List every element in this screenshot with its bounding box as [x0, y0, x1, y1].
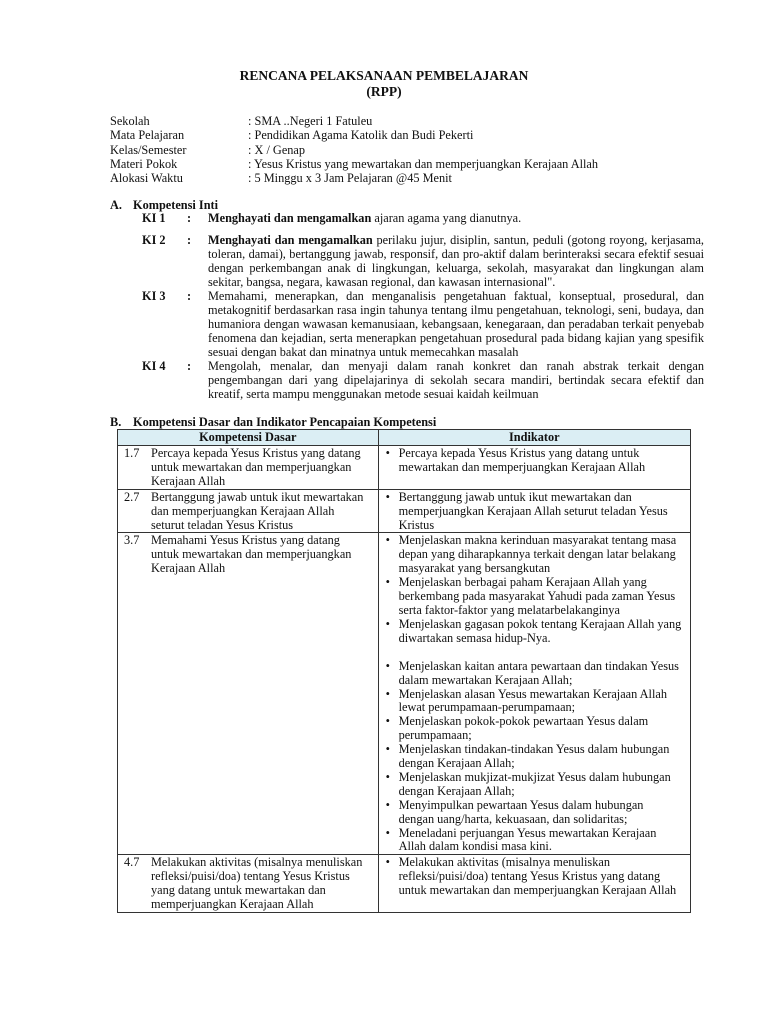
- indicator-item: • Menjelaskan gagasan pokok tentang Kerajaan Allah yang diwartakan semasa hidup-Nya.: [383, 618, 686, 646]
- ki-bold-phrase: Menghayati dan mengamalkan: [208, 233, 373, 247]
- kd-number: 3.7: [124, 533, 140, 548]
- kd-cell: [118, 489, 379, 533]
- meta-row-mata-pelajaran: [110, 128, 598, 142]
- meta-value: : X / Genap: [248, 142, 306, 157]
- indicator-item: • Menyimpulkan pewartaan Yesus dalam hubungan dengan uang/harta, kekuasaan, dan solidaritas;: [383, 799, 686, 827]
- ki-bold-phrase: Menghayati dan mengamalkan: [208, 211, 372, 225]
- ki-text: [208, 211, 704, 225]
- kd-number: 4.7: [124, 855, 140, 870]
- ki-colon: :: [187, 289, 192, 303]
- table-row: [118, 489, 691, 533]
- meta-label: Mata Pelajaran: [110, 128, 185, 143]
- ki-item-2: [142, 233, 704, 289]
- meta-value: : Yesus Kristus yang mewartakan dan memperjuangkan Kerajaan Allah: [248, 156, 599, 171]
- indicator-list: [383, 856, 686, 898]
- spacer: [383, 646, 686, 660]
- table-row: [118, 446, 691, 490]
- column-header-indikator: Indikator: [378, 430, 690, 446]
- section-title: Kompetensi Dasar dan Indikator Pencapaian Kompetensi: [133, 415, 437, 429]
- meta-label: Sekolah: [110, 114, 150, 128]
- kd-number: 2.7: [124, 489, 140, 504]
- ki-colon: :: [187, 233, 192, 247]
- kd-cell: [118, 855, 379, 913]
- indicator-cell: [378, 855, 690, 913]
- ki-code: KI 3: [142, 289, 166, 303]
- table-row: [118, 855, 691, 913]
- competency-table: [117, 429, 691, 913]
- indicator-item: • Percaya kepada Yesus Kristus yang datang untuk mewartakan dan memperjuangkan Kerajaan Allah: [383, 447, 686, 475]
- indicator-cell: [378, 489, 690, 533]
- kd-number: 1.7: [124, 446, 140, 460]
- indicator-list: [383, 660, 686, 855]
- ki-text: Memahami, menerapkan, dan menganalisis pengetahuan faktual, konseptual, prosedural, dan metakognitif berdasarkan rasa ingin tahunya tentang ilmu pengetahuan, teknologi, seni, budaya, dan humaniora dengan wawasan kemanusiaan, kebangsaan, kenegaraan, dan peradaban terkait penyebab fenomena dan kejadian, serta menerapkan pengetahuan prosedural pada bidang kajian yang spesifik sesuai dengan bakat dan minatnya untuk memecahkan masalah: [208, 289, 704, 359]
- column-header-kompetensi-dasar: Kompetensi Dasar: [118, 430, 379, 446]
- ki-body: perilaku jujur, disiplin, santun, peduli (gotong royong, kerjasama, toleran, damai), bertanggung jawab, responsif, dan pro-aktif dalam berinteraksi secara efektif sesuai dengan perkembangan anak di lingkungan, keluarga, sekolah, masyarakat dan lingkungan alam sekitar, bangsa, negara, kawasan regional, dan kawasan internasional".: [208, 233, 704, 289]
- indicator-list: [383, 491, 686, 533]
- meta-row-alokasi-waktu: [110, 171, 598, 185]
- ki-colon: :: [187, 211, 192, 225]
- meta-row-kelas-semester: [110, 143, 598, 157]
- meta-label: Kelas/Semester: [110, 142, 187, 157]
- ki-code: KI 1: [142, 211, 166, 225]
- ki-code: KI 4: [142, 359, 166, 373]
- section-heading-kompetensi-inti: [110, 198, 218, 212]
- ki-item-1: [142, 211, 704, 225]
- meta-value: : Pendidikan Agama Katolik dan Budi Pekerti: [248, 128, 474, 143]
- table-header-row: [118, 430, 691, 446]
- table-row: [118, 533, 691, 855]
- section-heading-kompetensi-dasar: [110, 415, 436, 429]
- ki-colon: :: [187, 359, 192, 373]
- indicator-item: • Menjelaskan tindakan-tindakan Yesus dalam hubungan dengan Kerajaan Allah;: [383, 743, 686, 771]
- meta-label: Alokasi Waktu: [110, 171, 183, 186]
- indicator-item: • Menjelaskan kaitan antara pewartaan dan tindakan Yesus dalam mewartakan Kerajaan Allah;: [383, 660, 686, 688]
- kd-text: Bertanggung jawab untuk ikut mewartakan dan memperjuangkan Kerajaan Allah seturut teladan Yesus Kristus: [151, 489, 364, 532]
- section-title: Kompetensi Inti: [133, 198, 219, 212]
- identity-block: [110, 114, 598, 185]
- kd-cell: [118, 446, 379, 490]
- meta-value: : 5 Minggu x 3 Jam Pelajaran @45 Menit: [248, 171, 452, 186]
- kd-text: Melakukan aktivitas (misalnya menuliskan refleksi/puisi/doa) tentang Yesus Kristus yang datang untuk mewartakan dan memperjuangkan Kerajaan Allah: [151, 855, 363, 912]
- indicator-item: • Menjelaskan berbagai paham Kerajaan Allah yang berkembang pada masyarakat Yahudi pada zaman Yesus serta faktor-faktor yang melatarbelakanginya: [383, 576, 686, 618]
- kd-text: Percaya kepada Yesus Kristus yang datang untuk mewartakan dan memperjuangkan Kerajaan Allah: [151, 446, 361, 488]
- indicator-cell: [378, 533, 690, 855]
- indicator-item: • Menjelaskan pokok-pokok pewartaan Yesus dalam perumpamaan;: [383, 715, 686, 743]
- indicator-item: • Meneladani perjuangan Yesus mewartakan Kerajaan Allah dalam kondisi masa kini.: [383, 827, 686, 855]
- kd-text: Memahami Yesus Kristus yang datang untuk mewartakan dan memperjuangkan Kerajaan Allah: [151, 533, 352, 576]
- kd-cell: [118, 533, 379, 855]
- meta-row-sekolah: [110, 114, 598, 128]
- section-letter: B.: [110, 415, 122, 429]
- meta-value: : SMA ..Negeri 1 Fatuleu: [248, 114, 373, 128]
- document-title: RENCANA PELAKSANAAN PEMBELAJARAN: [239, 68, 529, 83]
- ki-text: Mengolah, menalar, dan menyaji dalam ranah konkret dan ranah abstrak terkait dengan pengembangan dari yang dipelajarinya di sekolah secara mandiri, bertindak secara efektif dan kreatif, serta mampu menggunakan metode sesuai kaidah keilmuan: [208, 359, 704, 401]
- indicator-item: • Menjelaskan mukjizat-mukjizat Yesus dalam hubungan dengan Kerajaan Allah;: [383, 771, 686, 799]
- ki-text: [208, 233, 704, 289]
- indicator-list: [383, 447, 686, 475]
- ki-item-3: [142, 289, 704, 359]
- indicator-item: • Menjelaskan makna kerinduan masyarakat tentang masa depan yang diharapkannya terkait dengan latar belakang masyarakat yang bersangkutan: [383, 534, 686, 576]
- indicator-cell: [378, 446, 690, 490]
- document-subtitle: (RPP): [366, 84, 402, 99]
- indicator-item: • Melakukan aktivitas (misalnya menuliskan refleksi/puisi/doa) tentang Yesus Kristus yang datang untuk mewartakan dan memperjuangkan Kerajaan Allah: [383, 856, 686, 898]
- ki-body: ajaran agama yang dianutnya.: [371, 211, 522, 225]
- ki-code: KI 2: [142, 233, 166, 247]
- meta-label: Materi Pokok: [110, 156, 178, 171]
- indicator-item: • Bertanggung jawab untuk ikut mewartakan dan memperjuangkan Kerajaan Allah seturut teladan Yesus Kristus: [383, 491, 686, 533]
- section-letter: A.: [110, 198, 122, 212]
- meta-row-materi-pokok: [110, 157, 598, 171]
- indicator-item: • Menjelaskan alasan Yesus mewartakan Kerajaan Allah lewat perumpamaan-perumpamaan;: [383, 688, 686, 716]
- indicator-list: [383, 534, 686, 645]
- ki-item-4: [142, 359, 704, 401]
